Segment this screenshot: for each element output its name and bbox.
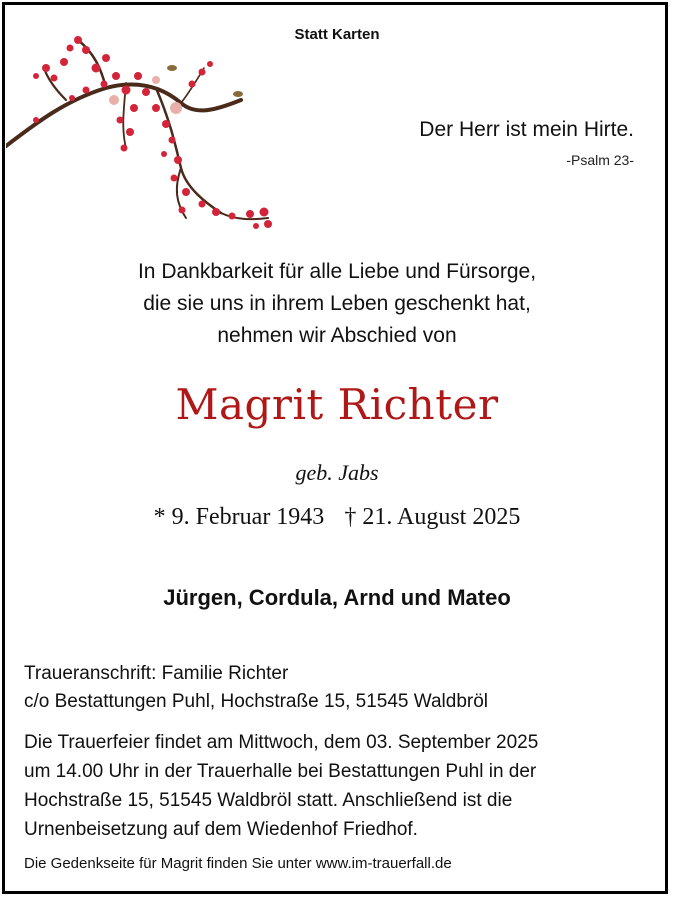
family-names: Jürgen, Cordula, Arnd und Mateo: [163, 585, 511, 610]
service-line: um 14.00 Uhr in der Trauerhalle bei Bestattungen Puhl in der: [24, 761, 537, 782]
death-date: † 21. August 2025: [344, 504, 521, 530]
service-line: Hochstraße 15, 51545 Waldbröl statt. Anschließend ist die: [24, 790, 513, 811]
birth-date: * 9. Februar 1943: [153, 504, 325, 530]
mourning-address: [24, 660, 488, 716]
psalm-quote: Der Herr ist mein Hirte.: [419, 118, 634, 141]
intro-line: In Dankbarkeit für alle Liebe und Fürsorge,: [137, 260, 537, 283]
intro-text: [0, 256, 674, 352]
address-line: Traueranschrift: Familie Richter: [24, 663, 289, 684]
blossom-branch-illustration: [6, 28, 286, 243]
intro-line: die sie uns in ihrem Leben geschenkt hat,: [143, 292, 531, 315]
intro-line: nehmen wir Abschied von: [217, 324, 457, 347]
service-line: Urnenbeisetzung auf dem Wiedenhof Friedhof.: [24, 819, 418, 840]
psalm-reference: -Psalm 23-: [566, 152, 634, 168]
address-line: c/o Bestattungen Puhl, Hochstraße 15, 51545 Waldbröl: [24, 691, 489, 712]
maiden-name: geb. Jabs: [295, 460, 379, 485]
header-label: Statt Karten: [294, 26, 380, 43]
deceased-name: Magrit Richter: [175, 380, 499, 429]
life-dates: [0, 504, 674, 531]
funeral-service-info: [24, 728, 654, 844]
memorial-page-note: Die Gedenkseite für Magrit finden Sie unter www.im-trauerfall.de: [24, 855, 452, 872]
service-line: Die Trauerfeier findet am Mittwoch, dem 03. September 2025: [24, 732, 539, 753]
